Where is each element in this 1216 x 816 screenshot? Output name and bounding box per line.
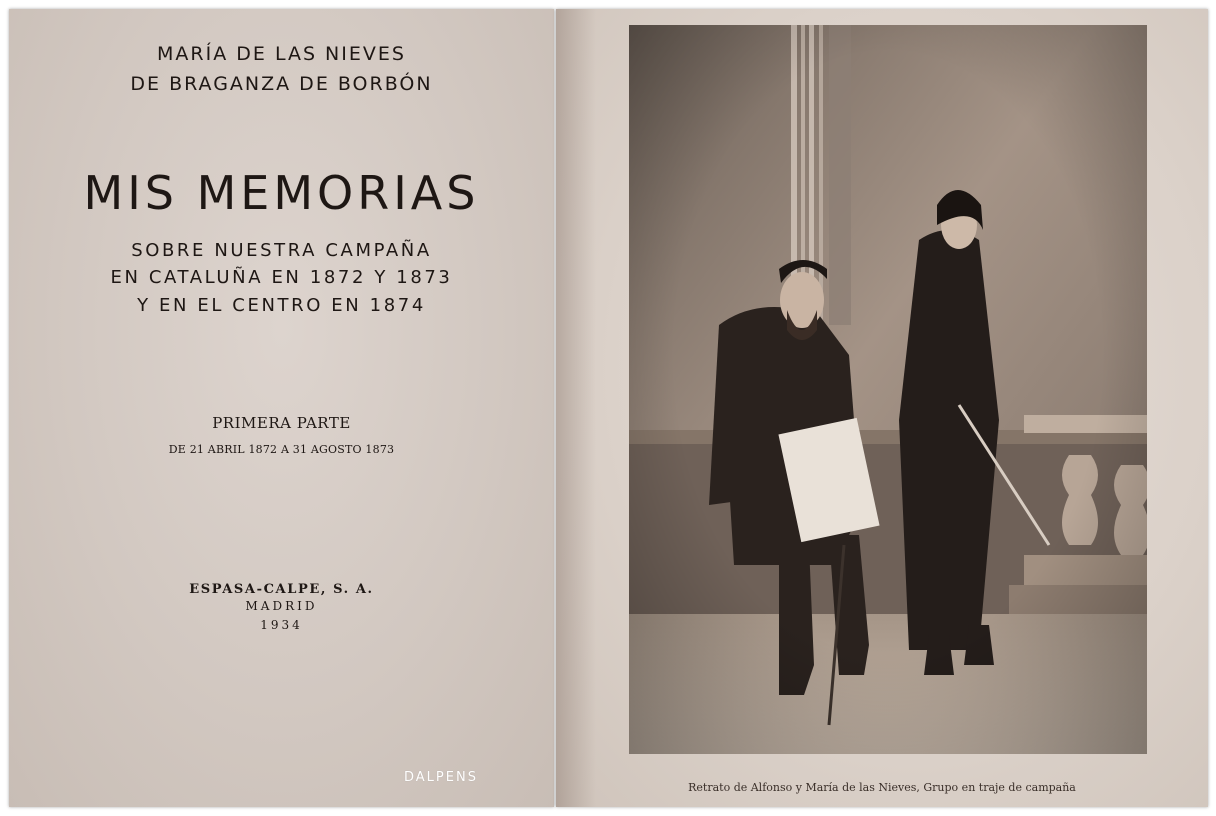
portrait-illustration (629, 25, 1147, 754)
date-range: DE 21 ABRIL 1872 A 31 AGOSTO 1873 (168, 443, 395, 456)
subtitle-line-2: EN CATALUÑA EN 1872 Y 1873 (110, 267, 453, 288)
publication-year: 1934 (260, 618, 303, 632)
subtitle-line-1: SOBRE NUESTRA CAMPAÑA (131, 240, 432, 261)
spine-shadow (556, 9, 596, 807)
book-title: MIS MEMORIAS (83, 166, 480, 220)
watermark: DALPENS (404, 770, 478, 785)
publisher: ESPASA-CALPE, S. A. (189, 582, 374, 597)
photo-caption: Retrato de Alfonso y María de las Nieves, Grupo en traje de campaña (688, 781, 1076, 794)
publication-city: MADRID (245, 599, 318, 613)
portrait-photograph (629, 25, 1147, 754)
author-line-1: MARÍA DE LAS NIEVES (157, 43, 406, 65)
part-heading: PRIMERA PARTE (212, 414, 351, 432)
subtitle-line-3: Y EN EL CENTRO EN 1874 (137, 295, 426, 316)
title-page (9, 9, 554, 807)
author-line-2: DE BRAGANZA DE BORBÓN (130, 73, 433, 95)
